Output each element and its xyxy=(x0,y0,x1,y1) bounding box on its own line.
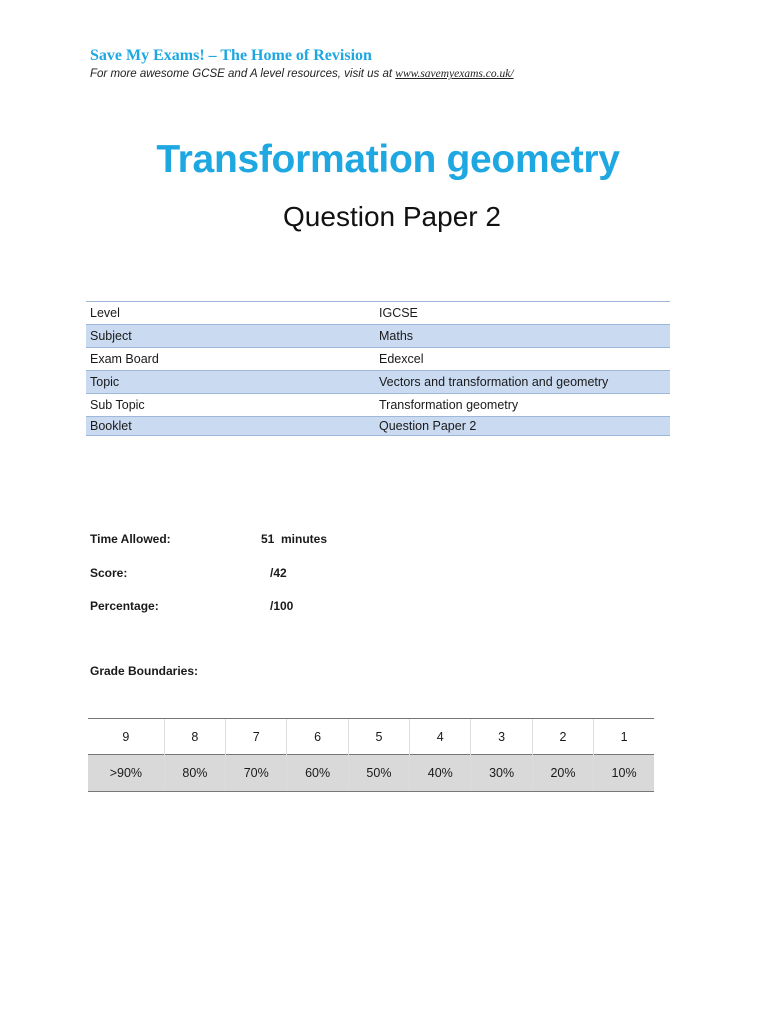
percentage-cell: 80% xyxy=(164,755,225,792)
info-key: Level xyxy=(86,302,375,325)
score-label: Score: xyxy=(90,566,128,580)
grade-cell: 4 xyxy=(410,719,471,755)
time-label: Time Allowed: xyxy=(90,532,171,546)
info-value: Vectors and transformation and geometry xyxy=(375,371,670,394)
page-subtitle: Question Paper 2 xyxy=(283,201,501,232)
percentage-label: Percentage: xyxy=(90,599,159,613)
info-table xyxy=(86,301,670,436)
info-value: Edexcel xyxy=(375,348,670,371)
percentage-cell: 40% xyxy=(410,755,471,792)
percentage-cell: 50% xyxy=(348,755,409,792)
info-row xyxy=(86,371,670,394)
percentage-cell: 10% xyxy=(594,755,654,792)
percentage-value: /100 xyxy=(270,599,294,613)
percentage-cell: 70% xyxy=(226,755,287,792)
info-key: Booklet xyxy=(86,417,375,436)
info-value: Question Paper 2 xyxy=(375,417,670,436)
grade-row xyxy=(88,719,654,755)
grade-cell: 8 xyxy=(164,719,225,755)
info-key: Exam Board xyxy=(86,348,375,371)
brand-title: Save My Exams! – The Home of Revision xyxy=(90,47,372,64)
grade-cell: 5 xyxy=(348,719,409,755)
info-row xyxy=(86,325,670,348)
website-link[interactable]: www.savemyexams.co.uk/ xyxy=(395,68,514,80)
info-value: Maths xyxy=(375,325,670,348)
info-value: IGCSE xyxy=(375,302,670,325)
grade-cell: 6 xyxy=(287,719,348,755)
tagline-text: For more awesome GCSE and A level resources, visit us at xyxy=(90,68,396,80)
info-key: Sub Topic xyxy=(86,394,375,417)
grade-cell: 2 xyxy=(532,719,593,755)
grade-cell: 9 xyxy=(88,719,164,755)
percentage-cell: >90% xyxy=(88,755,164,792)
info-row xyxy=(86,302,670,325)
percentage-cell: 30% xyxy=(471,755,532,792)
info-row xyxy=(86,348,670,371)
grade-cell: 7 xyxy=(226,719,287,755)
grade-boundaries-title: Grade Boundaries: xyxy=(90,664,199,678)
percentage-cell: 20% xyxy=(532,755,593,792)
grade-cell: 1 xyxy=(594,719,654,755)
percentage-cell: 60% xyxy=(287,755,348,792)
info-row xyxy=(86,417,670,436)
percentage-row xyxy=(88,755,654,792)
info-row xyxy=(86,394,670,417)
page-title: Transformation geometry xyxy=(156,138,620,181)
info-key: Subject xyxy=(86,325,375,348)
grade-cell: 3 xyxy=(471,719,532,755)
info-key: Topic xyxy=(86,371,375,394)
time-value: 51 minutes xyxy=(261,532,328,546)
tagline xyxy=(90,68,514,80)
score-value: /42 xyxy=(270,566,287,580)
grade-boundaries-table xyxy=(88,718,654,792)
info-value: Transformation geometry xyxy=(375,394,670,417)
